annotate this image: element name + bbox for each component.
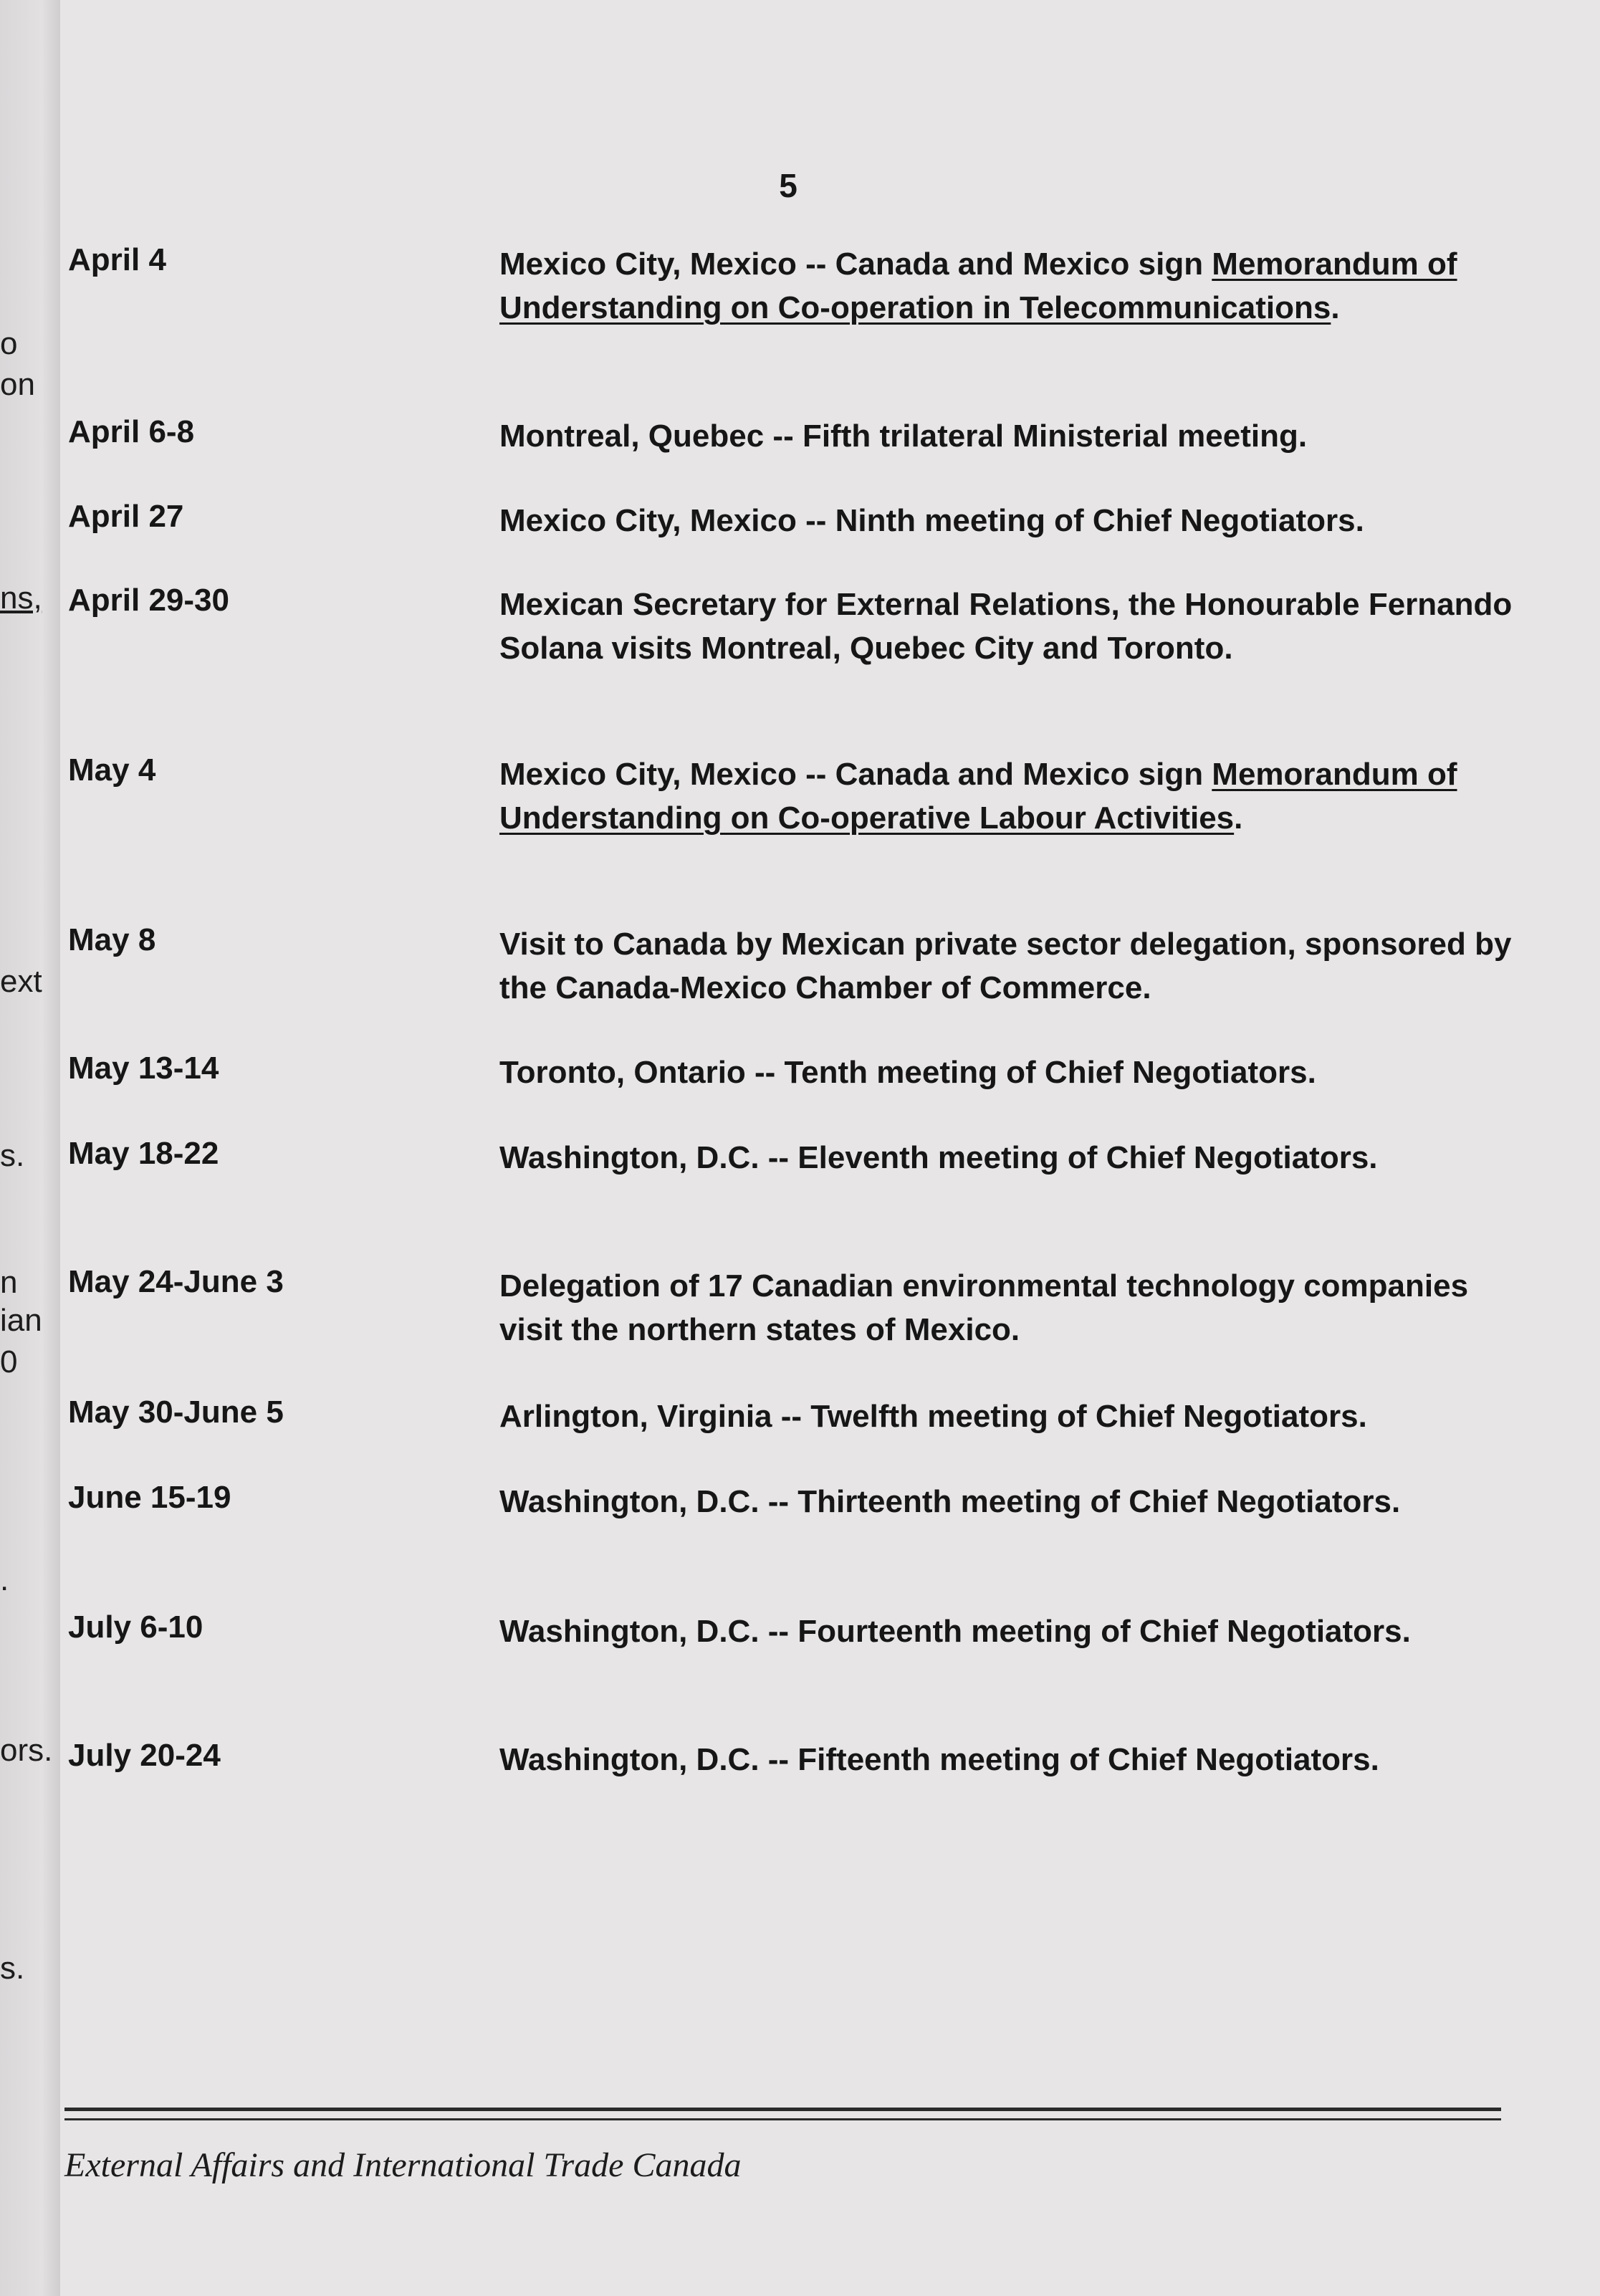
entry-description: Mexican Secretary for External Relations, the Honourable Fernando Solana visits Montreal, Quebec City and Toronto. xyxy=(499,587,1513,666)
entry-date: May 4 xyxy=(68,752,156,788)
entry-description: Washington, D.C. -- Fifteenth meeting of Chief Negotiators. xyxy=(499,1742,1379,1777)
footer-rule-bottom xyxy=(64,2118,1501,2120)
entry-description: Washington, D.C. -- Eleventh meeting of Chief Negotiators. xyxy=(499,1140,1378,1175)
margin-fragment: on xyxy=(0,367,35,402)
entry-date: April 27 xyxy=(68,499,184,534)
entry-date: July 20-24 xyxy=(68,1738,221,1773)
entry-description: Mexico City, Mexico -- Canada and Mexico sign Memorandum of Understanding on Co-operation in Telecommunications. xyxy=(499,247,1457,325)
margin-fragment: s. xyxy=(0,1951,25,1986)
entry-description: Mexico City, Mexico -- Ninth meeting of Chief Negotiators. xyxy=(499,503,1364,538)
margin-fragment: s. xyxy=(0,1138,25,1173)
margin-fragment: 0 xyxy=(0,1344,18,1379)
entry-date: May 13-14 xyxy=(68,1051,219,1086)
entry-description: Washington, D.C. -- Fourteenth meeting of Chief Negotiators. xyxy=(499,1614,1411,1649)
entry-date: May 18-22 xyxy=(68,1136,219,1171)
publisher-footer: External Affairs and International Trade Canada xyxy=(64,2146,742,2184)
entry-description: Mexico City, Mexico -- Canada and Mexico sign Memorandum of Understanding on Co-operative Labour Activities. xyxy=(499,757,1457,836)
entry-date: April 6-8 xyxy=(68,414,195,449)
margin-fragment: . xyxy=(0,1562,9,1597)
entry-date: May 8 xyxy=(68,922,156,957)
margin-fragment: ian xyxy=(0,1303,42,1338)
margin-fragment: o xyxy=(0,326,18,361)
entry-description: Delegation of 17 Canadian environmental technology companies visit the northern states of Mexico. xyxy=(499,1268,1469,1347)
margin-fragment: n xyxy=(0,1265,18,1300)
entry-description: Visit to Canada by Mexican private sector delegation, sponsored by the Canada-Mexico Chamber of Commerce. xyxy=(499,927,1512,1005)
margin-fragment: ors. xyxy=(0,1733,53,1768)
entry-date: May 30-June 5 xyxy=(68,1395,284,1430)
page-number: 5 xyxy=(779,167,797,204)
entry-date: June 15-19 xyxy=(68,1480,231,1515)
entry-description: Arlington, Virginia -- Twelfth meeting of Chief Negotiators. xyxy=(499,1399,1367,1434)
entry-date: April 4 xyxy=(68,242,166,277)
entry-description: Washington, D.C. -- Thirteenth meeting of Chief Negotiators. xyxy=(499,1484,1401,1519)
entry-date: April 29-30 xyxy=(68,583,229,618)
footer-rule-top xyxy=(64,2108,1501,2111)
margin-fragment: ext xyxy=(0,964,42,999)
document-title: Memorandum of Understanding on Co-operative Labour Activities xyxy=(499,757,1457,836)
entry-description: Montreal, Quebec -- Fifth trilateral Ministerial meeting. xyxy=(499,418,1308,454)
entry-description: Toronto, Ontario -- Tenth meeting of Chief Negotiators. xyxy=(499,1055,1316,1090)
document-title: Memorandum of Understanding on Co-operation in Telecommunications xyxy=(499,247,1457,325)
entry-date: May 24-June 3 xyxy=(68,1264,284,1299)
entry-date: July 6-10 xyxy=(68,1609,203,1645)
margin-fragment: ns, xyxy=(0,580,42,616)
